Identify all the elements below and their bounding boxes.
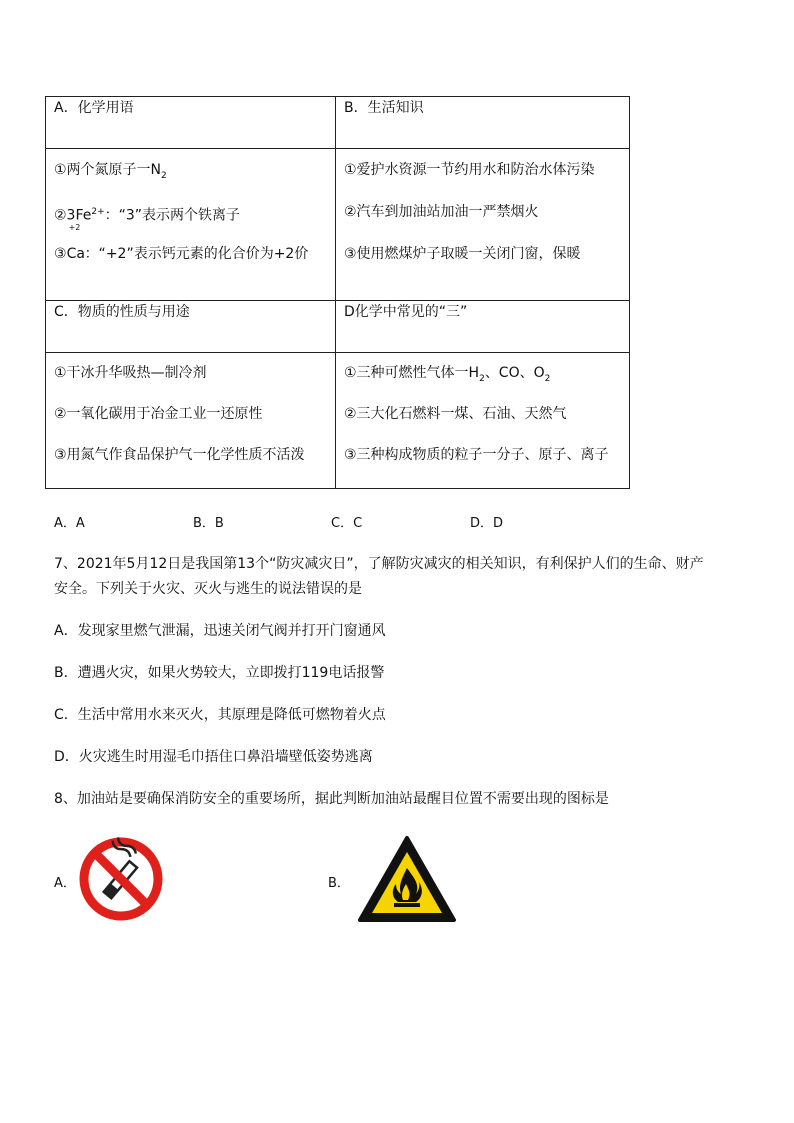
d-line-3: ③三种构成物质的粒子一分子、原子、离子 (344, 447, 609, 463)
q7-option-d[interactable]: D．火灾逃生时用湿毛巾捂住口鼻沿墙壁低姿势逃离 (54, 749, 373, 765)
q8-option-a-label[interactable]: A． (54, 876, 76, 891)
cell-c-body (46, 353, 336, 489)
a-line-3: ③ +2 Ca：“+2”表示钙元素的化合价为+2价 (54, 233, 327, 275)
no-smoking-icon (78, 836, 164, 922)
choice-d[interactable]: D．D (470, 516, 504, 531)
b-line-3: ③使用燃煤炉子取暖一关闭门窗，保暖 (344, 246, 581, 262)
cell-a-header: A．化学用语 (46, 97, 336, 149)
q7-option-c[interactable]: C．生活中常用水来灭火，其原理是降低可燃物着火点 (54, 707, 386, 723)
choice-a[interactable]: A．A (54, 516, 85, 531)
table-row (46, 301, 630, 353)
table-row (46, 353, 630, 489)
q8-option-b-label[interactable]: B． (328, 876, 350, 891)
c-line-2: ②一氧化碳用于冶金工业一还原性 (54, 406, 263, 422)
q8-stem: 8、加油站是要确保消防安全的重要场所，据此判断加油站最醒目位置不需要出现的图标是 (54, 791, 609, 807)
cell-b-header: B．生活知识 (336, 97, 630, 149)
q7-stem-line-1: 7、2021年5月12日是我国第13个“防灾减灾日”，了解防灾减灾的相关知识，有利保护人们的生命、财产 (54, 556, 704, 572)
q7-option-a[interactable]: A．发现家里燃气泄漏，迅速关闭气阀并打开门窗通风 (54, 623, 386, 639)
cell-d-header: D化学中常见的“三” (336, 301, 630, 353)
b-line-1: ①爱护水资源一节约用水和防治水体污染 (344, 162, 595, 178)
q6-choices (54, 512, 554, 532)
table-row (46, 97, 630, 149)
c-line-1: ①干冰升华吸热—制冷剂 (54, 365, 207, 381)
cell-a-body (46, 149, 336, 301)
a-line-1: ①两个氮原子一$N_2$ (54, 162, 167, 181)
b-line-2: ②汽车到加油站加油一严禁烟火 (344, 204, 539, 220)
q7-stem-line-2: 安全。下列关于火灾、灭火与逃生的说法错误的是 (54, 581, 362, 597)
cell-c-header: C．物质的性质与用途 (46, 301, 336, 353)
d-line-1: ①三种可燃性气体一$H_2$、CO、$O_2$ (344, 365, 551, 384)
ca-valence: +2 Ca (66, 223, 85, 262)
cell-b-body (336, 149, 630, 301)
cell-d-body (336, 353, 630, 489)
flammable-warning-icon (356, 834, 458, 924)
a-line-2: $②3Fe^{2+}$：“3”表示两个铁离子 (54, 207, 241, 224)
choice-b[interactable]: B．B (193, 516, 224, 531)
c-line-3: ③用氮气作食品保护气一化学性质不活泼 (54, 447, 305, 463)
q7-option-b[interactable]: B．遭遇火灾，如果火势较大，立即拨打119电话报警 (54, 665, 385, 681)
knowledge-table (45, 96, 630, 489)
table-row (46, 149, 630, 301)
d-line-2: ②三大化石燃料一煤、石油、天然气 (344, 406, 567, 422)
choice-c[interactable]: C．C (331, 516, 363, 531)
